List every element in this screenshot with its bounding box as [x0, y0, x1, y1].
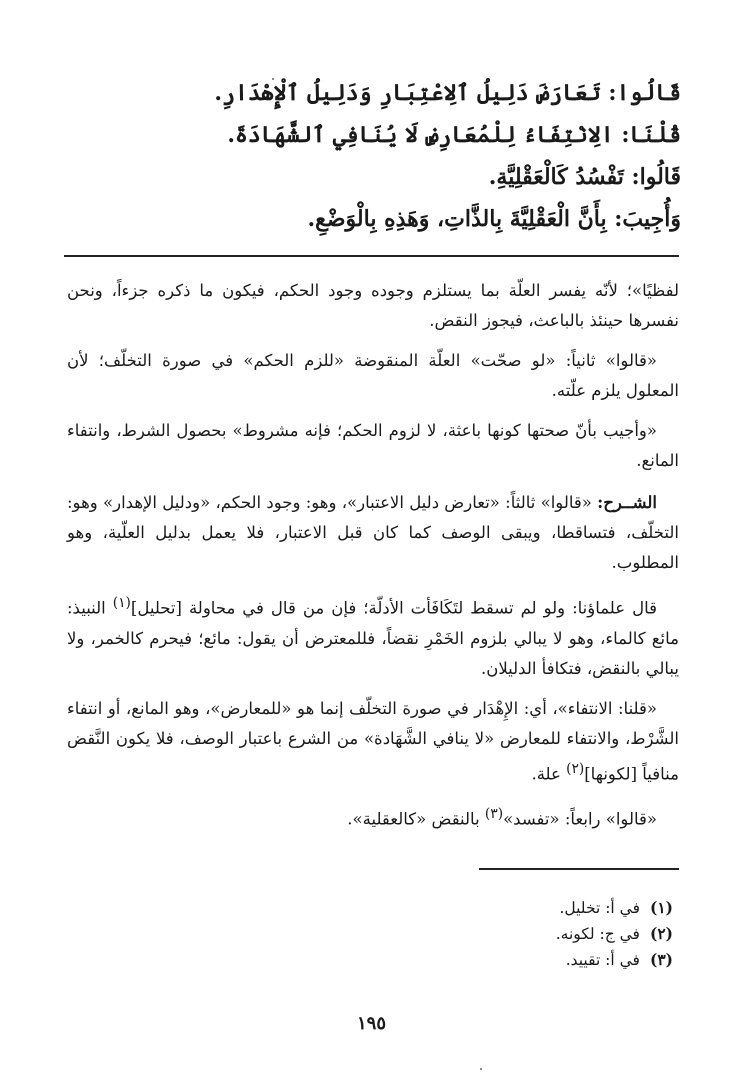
commentary-paragraph-2: «قالوا» ثانياً: «لو صحّت» العلّة المنقوضة «للزم الحكم» في صورة التخلّف؛ لأن المعلول يلزم علّته. [67, 351, 679, 400]
matn-separator-rule [64, 255, 679, 257]
commentary-block [67, 276, 679, 845]
page-number: ١٩٥ [356, 1013, 386, 1034]
matn-line-1: قَالُوا: تَعَارَضَ دَلِيلُ ٱلِاعْتِبَارِ وَدَلِيلُ ٱلْإِهْدَارِ. [214, 80, 681, 106]
commentary-paragraph-7-text-a: «قالوا» رابعاً: «تفسد» [503, 809, 657, 829]
matn-line-3: قَالُوا: تَفْسُدُ كَالْعَقْلِيَّةِ. [488, 164, 681, 190]
commentary-paragraph-6-text-b: علة. [531, 764, 567, 783]
scan-speck [272, 78, 274, 80]
footnote-2 [373, 921, 673, 947]
footnote-3-text: في أ: تقييد. [565, 951, 640, 969]
sharh-heading: الشــرح: [597, 493, 657, 512]
commentary-paragraph-4 [67, 488, 679, 578]
footnote-1-number: (١) [649, 898, 673, 917]
matn-line-2: قُلْنَا: الِانْتِفَاءُ لِلْمُعَارِضِ لَا يُنَافِي ٱلشَّهَادَةَ. [227, 122, 681, 148]
commentary-paragraph-3: «وأجيب بأنّ صحتها كونها باعثة، لا لزوم الحكم؛ فإنه مشروط» بحصول الشرط، وانتفاء المانع. [67, 421, 679, 470]
footnote-2-text: في ج: لكونه. [555, 925, 640, 943]
footnote-ref-2: (٢) [566, 760, 585, 777]
matn-block [214, 72, 681, 240]
footnote-1 [373, 895, 673, 921]
matn-line-4: وَأُجِيبَ: بِأَنَّ الْعَقْلِيَّةَ بِالذَّاتِ، وَهَذِهِ بِالْوَضْعِ. [307, 206, 681, 232]
commentary-paragraph-5-text-b: النبيذ: مائع كالماء، وهو لا يبالي بلزوم الخَمْرِ نقضاً، فللمعترض أن يقول: مائع؛ فيحرم كالخمر، ولا يبالي بالنقض، فتكافأ الدليلان. [67, 598, 679, 678]
footnotes-block [373, 895, 673, 973]
commentary-paragraph-5-text-a: قال علماؤنا: ولو لم تسقط لتَكَافَأت الأدلّة؛ فإن من قال في محاولة [تحليل] [130, 598, 657, 618]
commentary-paragraph-6 [67, 694, 679, 790]
commentary-paragraph-7-text-b: بالنقض «كالعقلية». [347, 809, 485, 829]
footnote-3-number: (٣) [649, 950, 673, 969]
footnote-ref-1: (١) [112, 595, 131, 611]
commentary-paragraph-4-text: «قالوا» ثالثاً: «تعارض دليل الاعتبار»، وهو: وجود الحكم، «ودليل الإهدار» وهو: التخلّف، فتساقطا، ويبقى الوصف كما كان قبل الاعتبار، فلا يعمل بدليل العلّية، وهو المطلوب. [67, 493, 679, 572]
commentary-paragraph-5 [67, 588, 679, 684]
commentary-paragraph-7 [67, 799, 679, 835]
footnote-separator-rule [479, 868, 679, 870]
footnote-3 [373, 947, 673, 973]
commentary-paragraph-1: لفظيًا»؛ لأنّه يفسر العلّة بما يستلزم وجوده وجود الحكم، فيكون ما ذكره جزءاً، ونحن نفسرها حينئذ بالباعث، فيجوز النقض. [67, 281, 679, 330]
footnote-ref-3: (٣) [484, 806, 504, 822]
commentary-paragraph-6-text-a: «قلنا: الانتفاء»، أي: الإِهْدَار في صورة التخلّف إنما هو «للمعارض»، وهو المانع، أو انتفاء الشَّرْط، والانتفاء للمعارض «لا ينافي الشَّهَادة» من الشرع باعتبار الوصف، فلا يكون النَّقض منافياً [لكونها] [67, 698, 679, 783]
footnote-2-number: (٢) [649, 924, 673, 943]
footnote-1-text: في أ: تخليل. [559, 899, 640, 917]
scan-speck [480, 1068, 482, 1070]
